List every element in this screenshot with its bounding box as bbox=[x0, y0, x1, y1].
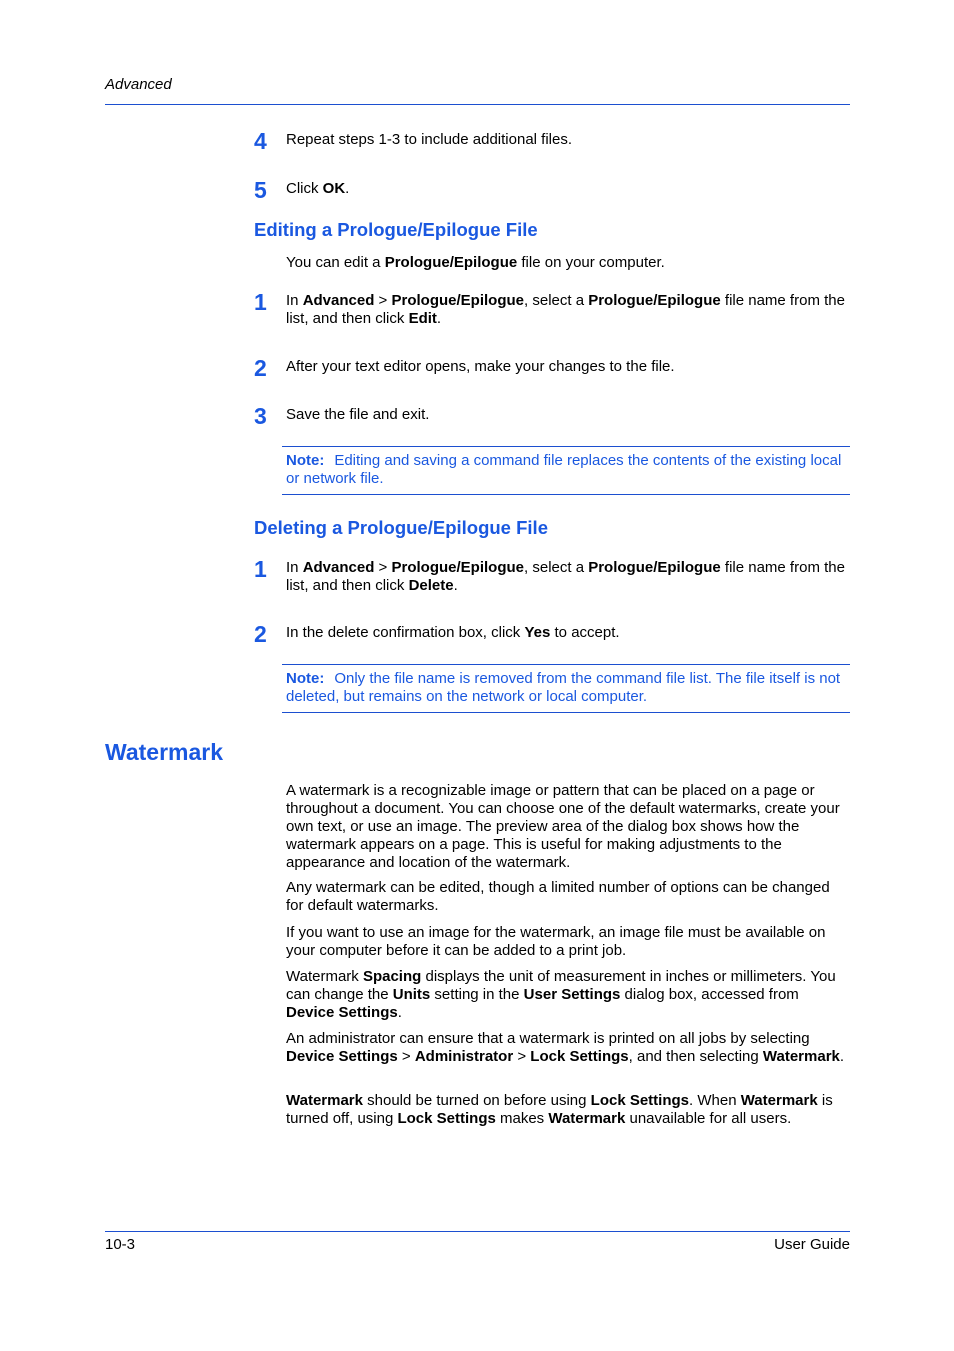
page-number: 10-3 bbox=[105, 1236, 136, 1253]
note-label: Note: bbox=[286, 452, 325, 469]
step-text: In Advanced > Prologue/Epilogue, select a Prologue/Epilogue file name from the list, and then click Edit. bbox=[286, 292, 845, 327]
running-header: Advanced bbox=[105, 76, 172, 93]
step-number: 4 bbox=[254, 128, 267, 154]
step-number: 1 bbox=[254, 289, 267, 315]
step-text: Repeat steps 1-3 to include additional files. bbox=[286, 131, 573, 148]
note-label: Note: bbox=[286, 670, 325, 687]
watermark-paragraph: If you want to use an image for the watermark, an image file must be available on your computer before it can be added to a print job. bbox=[286, 924, 826, 959]
step-number: 2 bbox=[254, 621, 267, 647]
step-text: After your text editor opens, make your changes to the file. bbox=[286, 358, 675, 375]
note-text: Editing and saving a command file replaces the contents of the existing local or network file. bbox=[286, 452, 842, 487]
step-number: 1 bbox=[254, 556, 267, 582]
step-text: Save the file and exit. bbox=[286, 406, 430, 423]
editing-intro: You can edit a Prologue/Epilogue file on your computer. bbox=[286, 254, 665, 271]
header-rule bbox=[105, 104, 850, 105]
step-number: 5 bbox=[254, 177, 267, 203]
footer-title: User Guide bbox=[774, 1236, 850, 1253]
note-text: Only the file name is removed from the command file list. The file itself is not deleted, but remains on the network or local computer. bbox=[286, 670, 841, 705]
step-text: In the delete confirmation box, click Yes to accept. bbox=[286, 624, 620, 641]
watermark-paragraph: Any watermark can be edited, though a limited number of options can be changed for default watermarks. bbox=[286, 879, 830, 914]
step-number: 3 bbox=[254, 403, 267, 429]
step-number: 2 bbox=[254, 355, 267, 381]
section-heading-editing: Editing a Prologue/Epilogue File bbox=[254, 219, 538, 240]
watermark-paragraph: Watermark should be turned on before using Lock Settings. When Watermark is turned off, using Lock Settings makes Watermark unavailable for all users. bbox=[286, 1092, 833, 1127]
watermark-paragraph: An administrator can ensure that a watermark is printed on all jobs by selecting Device Settings > Administrator > Lock Settings, and then selecting Watermark. bbox=[286, 1030, 845, 1065]
note-box bbox=[282, 446, 850, 495]
footer-rule bbox=[105, 1231, 850, 1232]
step-text: In Advanced > Prologue/Epilogue, select a Prologue/Epilogue file name from the list, and then click Delete. bbox=[286, 559, 845, 594]
section-heading-watermark: Watermark bbox=[105, 739, 224, 765]
watermark-paragraph: A watermark is a recognizable image or pattern that can be placed on a page or throughout a document. You can choose one of the default watermarks, create your own text, or use an image. The preview area of the dialog box shows how the watermark appears on a page. This is useful for making adjustments to the appearance and location of the watermark. bbox=[286, 782, 840, 871]
watermark-paragraph: Watermark Spacing displays the unit of measurement in inches or millimeters. You can change the Units setting in the User Settings dialog box, accessed from Device Settings. bbox=[286, 968, 836, 1021]
step-text: Click OK. bbox=[286, 180, 350, 197]
note-box bbox=[282, 664, 850, 713]
section-heading-deleting: Deleting a Prologue/Epilogue File bbox=[254, 517, 548, 538]
